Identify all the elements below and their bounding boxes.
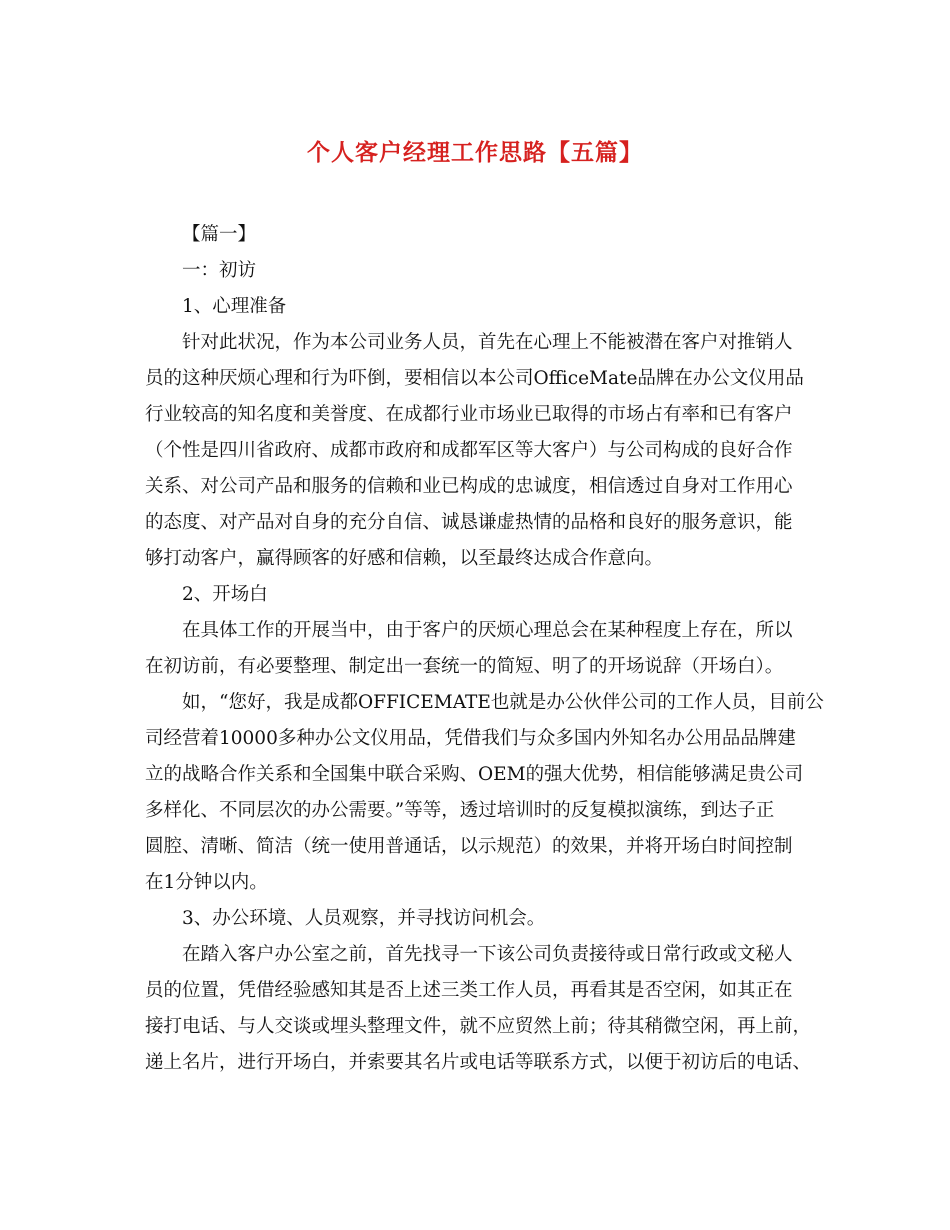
paragraph-line: 在具体工作的开展当中，由于客户的厌烦心理总会在某种程度上存在，所以 [182,620,793,641]
subheading-first-visit: 一：初访 [182,260,257,281]
section-heading-part-one: 【篇一】 [182,224,257,245]
paragraph-line: 员的位置，凭借经验感知其是否上述三类工作人员，再看其是否空闲，如其正在 [145,980,793,1001]
paragraph-line: 行业较高的知名度和美誉度、在成都行业市场业已取得的市场占有率和已有客户 [145,404,793,425]
paragraph-line: 圆腔、清晰、简洁（统一使用普通话，以示规范）的效果，并将开场白时间控制 [145,836,793,857]
paragraph-line: 司经营着10000多种办公文仪用品，凭借我们与众多国内外知名办公用品品牌建 [145,728,796,749]
item-heading-opening-remarks: 2、开场白 [182,584,268,605]
paragraph-line: 如，“您好，我是成都OFFICEMATE也就是办公伙伴公司的工作人员，目前公 [182,692,824,713]
paragraph-line: 在1分钟以内。 [145,872,268,893]
item-heading-mental-preparation: 1、心理准备 [182,296,287,317]
paragraph-line: 针对此状况，作为本公司业务人员，首先在心理上不能被潜在客户对推销人 [182,332,793,353]
paragraph-line: 的态度、对产品对自身的充分自信、诚恳谦虚热情的品格和良好的服务意识，能 [145,512,793,533]
paragraph-line: （个性是四川省政府、成都市政府和成都军区等大客户）与公司构成的良好合作 [145,440,793,461]
paragraph-line: 在初访前，有必要整理、制定出一套统一的简短、明了的开场说辞（开场白）。 [145,656,784,677]
paragraph-line: 接打电话、与人交谈或埋头整理文件，就不应贸然上前；待其稍微空闲，再上前， [145,1016,812,1037]
document-title: 个人客户经理工作思路【五篇】 [307,139,643,166]
paragraph-line: 在踏入客户办公室之前，首先找寻一下该公司负责接待或日常行政或文秘人 [182,944,793,965]
paragraph-line: 立的战略合作关系和全国集中联合采购、OEM的强大优势，相信能够满足贵公司 [145,764,804,785]
paragraph-line: 员的这种厌烦心理和行为吓倒，要相信以本公司OfficeMate品牌在办公文仪用品 [145,368,804,389]
item-heading-office-observation: 3、办公环境、人员观察，并寻找访问机会。 [182,908,546,929]
paragraph-line: 够打动客户，赢得顾客的好感和信赖，以至最终达成合作意向。 [145,548,664,569]
paragraph-line: 多样化、不同层次的办公需要。”等等，透过培训时的反复模拟演练，到达子正 [145,800,775,821]
paragraph-line: 关系、对公司产品和服务的信赖和业已构成的忠诚度，相信透过自身对工作用心 [145,476,793,497]
paragraph-line: 递上名片，进行开场白，并索要其名片或电话等联系方式，以便于初访后的电话、 [145,1052,812,1073]
